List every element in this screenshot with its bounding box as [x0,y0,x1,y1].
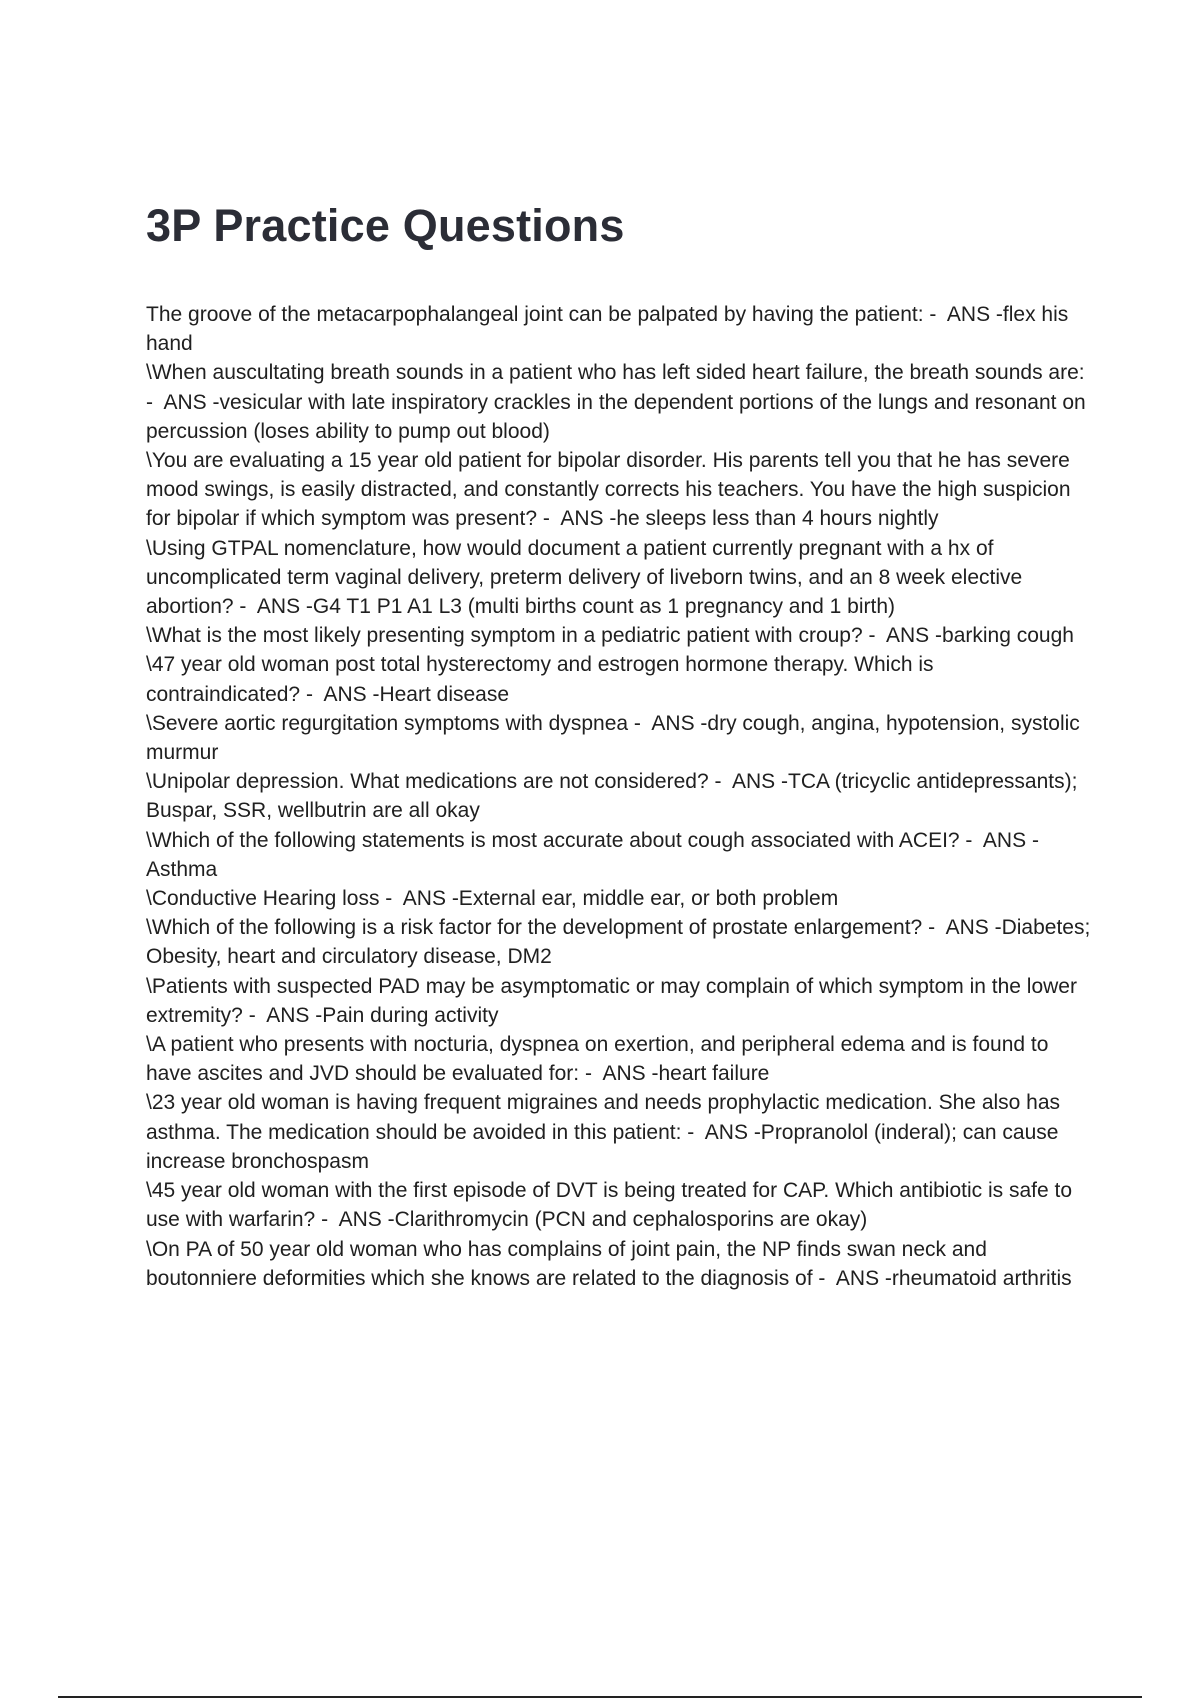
answer-text: ANS -rheumatoid arthritis [831,1266,1072,1290]
answer-text: ANS -dry cough, angina, hypotension, systolic murmur [146,711,1086,765]
qa-item [146,621,1091,650]
qa-item [146,534,1091,622]
qa-item [146,709,1091,767]
answer-text: ANS -Asthma [146,828,1039,881]
question-text: \23 year old woman is having frequent migraines and needs prophylactic medication. She also has asthma. The medication should be avoided in this patient: - [146,1091,1061,1144]
question-text: \Which of the following statements is most accurate about cough associated with ACEI? - [146,828,979,852]
question-text: \Which of the following is a risk factor for the development of prostate enlargement? - [146,916,941,940]
qa-item [146,826,1091,884]
question-text: \47 year old woman post total hysterectomy and estrogen hormone therapy. Which is contraindicated? - [146,653,934,706]
question-text: \Patients with suspected PAD may be asymptomatic or may complain of which symptom in the lower extremity? - [146,974,1077,1027]
answer-text: ANS -Heart disease [318,682,510,706]
question-list [146,300,1097,1293]
qa-item [146,300,1091,358]
answer-text: ANS -Clarithromycin (PCN and cephalosporins are okay) [333,1208,868,1232]
qa-item [146,358,1091,446]
answer-text: ANS -vesicular with late inspiratory crackles in the dependent portions of the lungs and resonant on percussion (loses ability to pump out blood) [146,390,1092,443]
answer-text: ANS -G4 T1 P1 A1 L3 (multi births count as 1 pregnancy and 1 birth) [252,595,896,619]
qa-item [146,1176,1091,1234]
question-text: The groove of the metacarpophalangeal joint can be palpated by having the patient: - [146,303,943,326]
answer-text: ANS -heart failure [597,1062,770,1086]
question-text: \What is the most likely presenting symptom in a pediatric patient with croup? - [146,624,882,648]
footer-divider [58,1696,1142,1698]
answer-text: ANS -TCA (tricyclic antidepressants); Buspar, SSR, wellbutrin are all okay [146,770,1084,823]
qa-item [146,1235,1091,1293]
question-text: \Using GTPAL nomenclature, how would document a patient currently pregnant with a hx of uncomplicated term vaginal delivery, preterm delivery of liveborn twins, and an 8 week elective abortion? - [146,536,1023,619]
question-text: \Unipolar depression. What medications are not considered? - [146,770,728,794]
qa-item [146,1088,1091,1176]
question-text: \On PA of 50 year old woman who has complains of joint pain, the NP finds swan neck and boutonniere deformities which she knows are related to the diagnosis of - [146,1237,987,1290]
question-text: \A patient who presents with nocturia, dyspnea on exertion, and peripheral edema and is found to have ascites and JVD should be evaluated for: - [146,1033,1049,1086]
qa-item [146,650,1091,708]
answer-text: ANS -he sleeps less than 4 hours nightly [555,507,939,531]
qa-item [146,913,1097,971]
answer-text: ANS -Pain during activity [261,1003,499,1027]
answer-text: ANS -Diabetes; Obesity, heart and circulatory disease, DM2 [146,916,1097,969]
answer-text: ANS -Propranolol (inderal); can cause increase bronchospasm [146,1120,1065,1173]
question-text: \45 year old woman with the first episode of DVT is being treated for CAP. Which antibiotic is safe to use with warfarin? - [146,1179,1073,1232]
qa-item [146,1030,1091,1088]
question-text: \When auscultating breath sounds in a patient who has left sided heart failure, the breath sounds are: - [146,361,1085,414]
answer-text: ANS -barking cough [881,624,1074,648]
question-text: \Severe aortic regurgitation symptoms with dyspnea - [146,711,647,735]
qa-item [146,446,1091,534]
question-text: \You are evaluating a 15 year old patient for bipolar disorder. His parents tell you that he has severe mood swings, is easily distracted, and constantly corrects his teachers. You have the high suspicion for bipolar if which symptom was present? - [146,449,1071,531]
qa-item [146,884,1091,913]
qa-item [146,972,1091,1030]
answer-text: ANS -External ear, middle ear, or both problem [398,887,839,911]
answer-text: ANS -flex his hand [146,303,1075,356]
qa-item [146,767,1091,825]
question-text: \Conductive Hearing loss - [146,887,399,911]
page-title: 3P Practice Questions [146,200,625,251]
